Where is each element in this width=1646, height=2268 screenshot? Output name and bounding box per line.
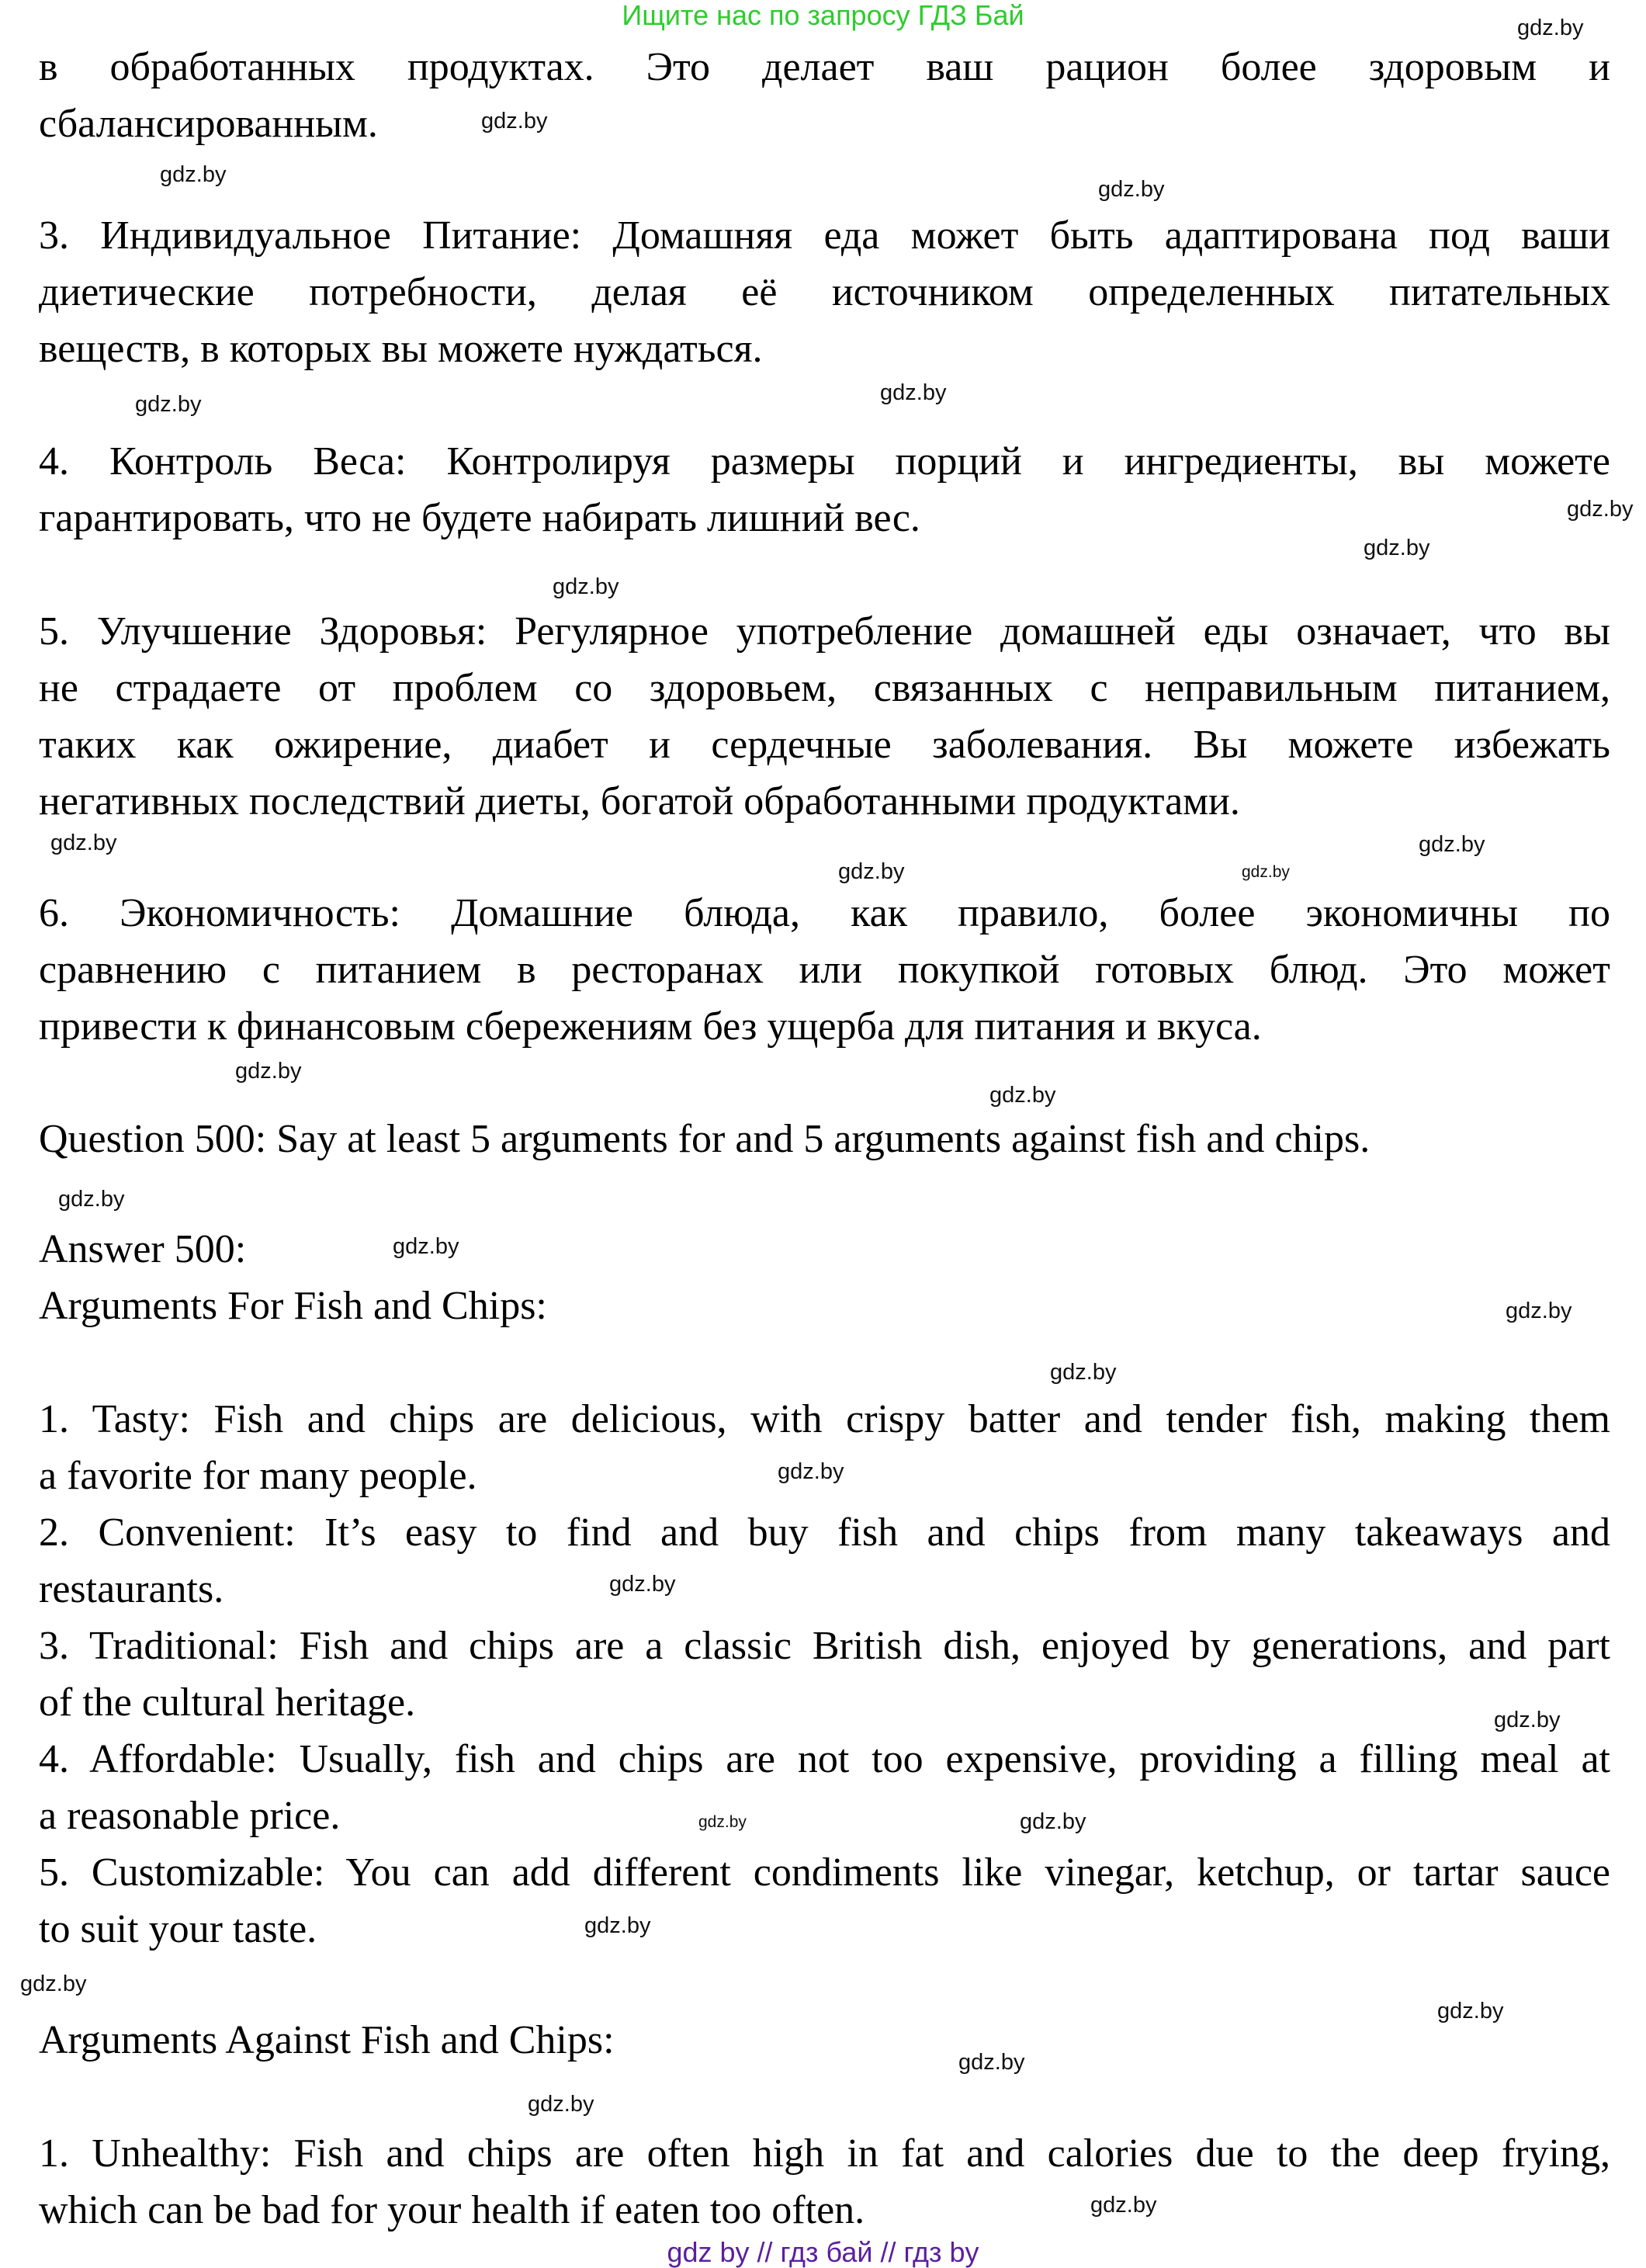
- watermark-text: gdz.by: [20, 1971, 87, 1996]
- text-line: сбалансированным.: [39, 102, 378, 146]
- text-line: привести к финансовым сбережениям без ущерба для питания и вкуса.: [39, 1004, 1262, 1049]
- paragraph: [39, 890, 1610, 1060]
- text-line: не страдаете от проблем со здоровьем, связанных с неправильным питанием,: [39, 666, 1610, 710]
- paragraph: [39, 1116, 1610, 1173]
- text-line: which can be bad for your health if eaten too often.: [39, 2188, 865, 2232]
- watermark-text: gdz.by: [1364, 536, 1430, 560]
- watermark-text: gdz.by: [880, 380, 947, 405]
- text-line: Arguments For Fish and Chips:: [39, 1284, 547, 1328]
- text-line: a favorite for many people.: [39, 1454, 477, 1498]
- text-line: 4. Affordable: Usually, fish and chips are not too expensive, providing a filling meal at: [39, 1737, 1610, 1781]
- text-line: 1. Tasty: Fish and chips are delicious, with crispy batter and tender fish, making them: [39, 1397, 1610, 1441]
- text-line: сравнению с питанием в ресторанах или покупкой готовых блюд. Это может: [39, 948, 1610, 992]
- text-line: веществ, в которых вы можете нуждаться.: [39, 327, 763, 371]
- watermark-text: gdz.by: [609, 1572, 676, 1597]
- watermark-text: gdz.by: [1242, 863, 1290, 881]
- text-line: в обработанных продуктах. Это делает ваш рацион более здоровым и: [39, 45, 1610, 89]
- watermark-text: gdz.by: [1517, 16, 1584, 40]
- text-line: 5. Улучшение Здоровья: Регулярное употребление домашней еды означает, что вы: [39, 609, 1610, 654]
- text-line: 5. Customizable: You can add different condiments like vinegar, ketchup, or tartar sauce: [39, 1850, 1610, 1895]
- watermark-text: gdz.by: [135, 392, 202, 417]
- text-line: гарантировать, что не будете набирать лишний вес.: [39, 496, 920, 540]
- watermark-text: gdz.by: [393, 1234, 459, 1259]
- watermark-text: gdz.by: [1437, 1999, 1504, 2024]
- watermark-text: gdz.by: [1050, 1360, 1117, 1385]
- watermark-text: gdz.by: [481, 109, 548, 134]
- watermark-text: gdz.by: [1098, 177, 1165, 202]
- text-line: диетические потребности, делая её источником определенных питательных: [39, 270, 1610, 314]
- text-line: Arguments Against Fish and Chips:: [39, 2018, 615, 2062]
- text-line: негативных последствий диеты, богатой обработанными продуктами.: [39, 779, 1240, 824]
- watermark-text: gdz.by: [1020, 1809, 1086, 1834]
- text-line: 3. Индивидуальное Питание: Домашняя еда может быть адаптирована под ваши: [39, 213, 1610, 258]
- watermark-text: gdz.by: [235, 1059, 302, 1084]
- paragraph: [39, 609, 1610, 835]
- watermark-text: gdz.by: [778, 1459, 844, 1484]
- watermark-text: gdz.by: [1090, 2193, 1157, 2218]
- header-banner: Ищите нас по запросу ГДЗ Бай: [622, 0, 1024, 31]
- watermark-text: gdz.by: [58, 1187, 125, 1212]
- text-line: 1. Unhealthy: Fish and chips are often high in fat and calories due to the deep frying,: [39, 2131, 1610, 2176]
- text-line: таких как ожирение, диабет и сердечные заболевания. Вы можете избежать: [39, 723, 1610, 767]
- text-line: 2. Convenient: It’s easy to find and buy fish and chips from many takeaways and: [39, 1510, 1610, 1555]
- text-line: to suit your taste.: [39, 1907, 317, 1951]
- watermark-text: gdz.by: [698, 1813, 747, 1831]
- watermark-text: gdz.by: [553, 574, 619, 599]
- watermark-text: gdz.by: [1567, 497, 1634, 522]
- watermark-text: gdz.by: [160, 162, 227, 187]
- paragraph: [39, 44, 1610, 158]
- watermark-text: gdz.by: [584, 1913, 651, 1938]
- paragraph: [39, 2131, 1610, 2244]
- text-line: of the cultural heritage.: [39, 1680, 416, 1725]
- text-line: restaurants.: [39, 1567, 224, 1611]
- paragraph: [39, 213, 1610, 383]
- watermark-text: gdz.by: [989, 1083, 1056, 1108]
- watermark-text: gdz.by: [958, 2050, 1025, 2075]
- paragraph: [39, 2017, 1610, 2074]
- watermark-text: gdz.by: [528, 2092, 594, 2117]
- watermark-text: gdz.by: [1506, 1299, 1572, 1323]
- text-line: a reasonable price.: [39, 1794, 341, 1838]
- text-line: 3. Traditional: Fish and chips are a classic British dish, enjoyed by generations, and part: [39, 1624, 1610, 1668]
- watermark-text: gdz.by: [838, 859, 905, 884]
- text-line: 6. Экономичность: Домашние блюда, как правило, более экономичны по: [39, 891, 1610, 935]
- text-line: 4. Контроль Веса: Контролируя размеры порций и ингредиенты, вы можете: [39, 439, 1610, 484]
- text-line: Answer 500:: [39, 1227, 247, 1271]
- footer-banner: gdz by // гдз бай // гдз by: [667, 2236, 979, 2268]
- watermark-text: gdz.by: [1419, 832, 1485, 857]
- watermark-text: gdz.by: [50, 831, 117, 855]
- paragraph: [39, 1226, 1610, 1340]
- watermark-text: gdz.by: [1494, 1708, 1561, 1732]
- text-line: Question 500: Say at least 5 arguments for and 5 arguments against fish and chips.: [39, 1117, 1371, 1161]
